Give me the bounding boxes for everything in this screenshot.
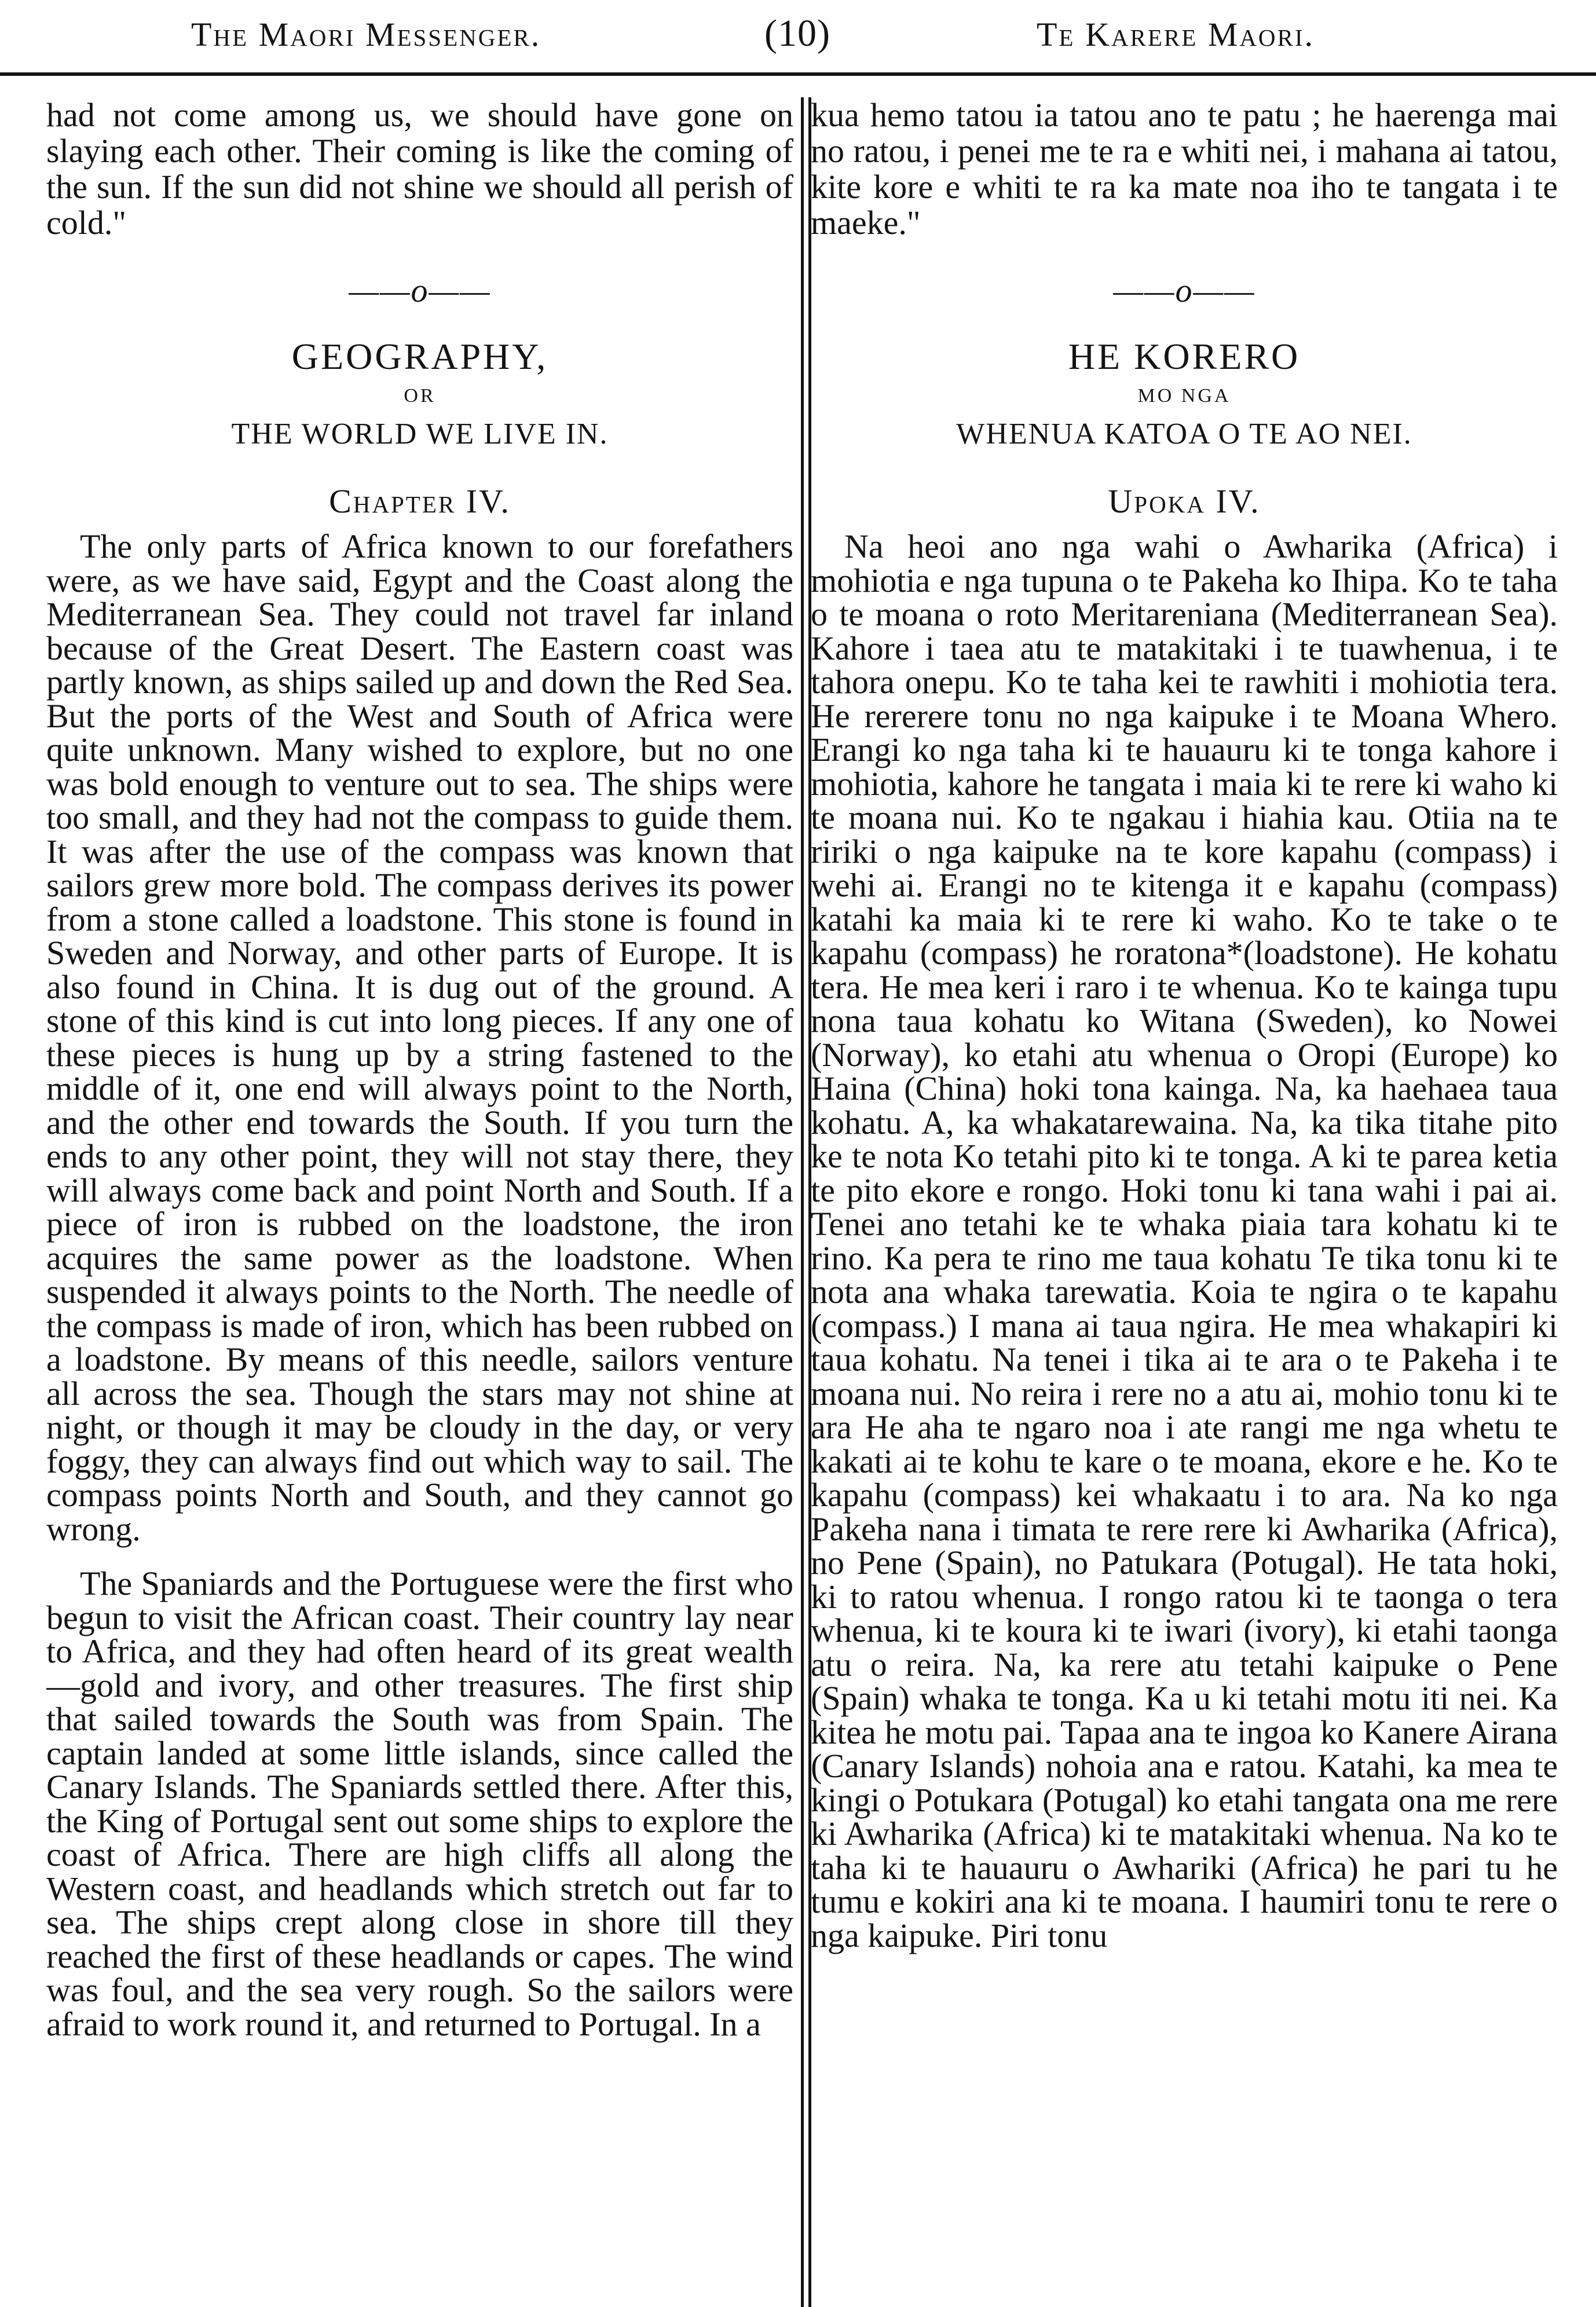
english-section-subtitle: THE WORLD WE LIVE IN. — [231, 418, 609, 451]
column-rule — [801, 97, 811, 2307]
header-title-maori: Te Karere Maori. — [1037, 16, 1315, 53]
maori-section-or: MO NGA — [1137, 385, 1231, 407]
english-chapter-heading: Chapter IV. — [329, 482, 511, 520]
english-lead-paragraph: had not come among us, we should have gone on slaying each other. Their coming is like the coming of the sun. If the sun did not shine we should all perish of cold." — [46, 97, 793, 241]
maori-paragraph-1: Na heoi ano nga wahi o Awharika (Africa) i mohiotia e nga tupuna o te Pakeha ko Ihipa. Ko te taha o te moana o roto Meritareniana (Mediterranean Sea). Kahore i taea atu te matakitaki i te tuawhenua, i te tahora onepu. Ko te taha kei te rawhiti i mohiotia tera. He rererere tonu no nga kaipuke i te Moana Whero. Erangi ko nga taha ki te hauauru ki te tonga kahore i mohiotia, kahore he tangata i maia ki te rere ki waho ki te moana nui. Ko te ngakau i hiahia kau. Otiia na te ririki o nga kaipuke na te kore kapahu (compass) i wehi ai. Erangi no te kitenga it e kapahu (compass) katahi ka maia ki te rere ki waho. Ko te take o te kapahu (compass) he roratona*(loadstone). He kohatu tera. He mea keri i raro i te whenua. Ko te kainga tupu nona taua kohatu ko Witana (Sweden), ko Nowei (Norway), ko etahi atu whenua o Oropi (Europe) ko Haina (China) hoki tona kainga. Na, ka haehaea taua kohatu. A, ka whakatarewaina. Na, ka tika titahe pito ke te nota Ko tetahi pito ki te tonga. A ki te parea ketia te pito ekore e rongo. Hoki tonu ki tana wahi i pai ai. Tenei ano tetahi ke te whaka piaia tara kohatu ki te rino. Ka pera te rino me taua kohatu Te tika tonu ki te nota ana whaka tarewatia. Koia te ngira o te kapahu (compass.) I mana ai taua ngira. He mea whakapiri ki taua kohatu. Na tenei i tika ai te ara o te Pakeha i te moana nui. No reira i rere no a atu ai, mohio tonu ki te ara He aha te ngaro noa i ate rangi me nga whetu te kakati ai te kohu te kare o te moana, ekore e he. Ko te kapahu (compass) kei whakaatu i to ara. Na ko nga Pakeha nana i timata te rere rere ki Awharika (Africa), no Pene (Spain), no Patukara (Potugal). He tata hoki, ki to ratou whenua. I rongo ratou ki te taonga o tera whenua, ki te koura ki te iwari (ivory), ki etahi taonga atu o reira. Na, ka rere atu tetahi kaipuke o Pene (Spain) whaka te tonga. Ka u ki tetahi motu iti nei. Ka kitea he motu pai. Tapaa ana te ingoa ko Kanere Airana (Canary Islands) nohoia ana e ratou. Katahi, ka mea te kingi o Potukara (Potugal) ko etahi tangata ona me rere ki Awharika (Africa) ki te matakitaki whenua. Na ko te taha ki te hauauru o Awhariki (Africa) he pari tu he tumu e kokiri ana ki te moana. I haumiri tonu te rere o nga kaipuke. Piri tonu — [811, 528, 1558, 1954]
header-title-english: The Maori Messenger. — [191, 16, 541, 53]
paragraph-gap — [46, 1546, 793, 1567]
english-divider: ——o—— — [349, 272, 491, 309]
maori-column — [811, 97, 1558, 2298]
maori-section-subtitle: WHENUA KATOA O TE AO NEI. — [956, 418, 1412, 451]
english-lead-block — [46, 97, 793, 241]
english-paragraph-1: The only parts of Africa known to our forefathers were, as we have said, Egypt and the Coast along the Mediterranean Sea. They could not travel far inland because of the Great Desert. The Eastern coast was partly known, as ships sailed up and down the Red Sea. But the ports of the West and South of Africa were quite unknown. Many wished to explore, but no one was bold enough to venture out to sea. The ships were too small, and they had not the compass to guide them. It was after the use of the compass was known that sailors grew more bold. The compass derives its power from a stone called a loadstone. This stone is found in Sweden and Norway, and other parts of Europe. It is also found in China. It is dug out of the ground. A stone of this kind is cut into long pieces. If any one of these pieces is hung up by a string fastened to the middle of it, one end will always point to the North, and the other end towards the South. If you turn the ends to any other point, they will not stay there, they will always come back and point North and South. If a piece of iron is rubbed on the loadstone, the iron acquires the same power as the loadstone. When suspended it always points to the North. The needle of the compass is made of iron, which has been rubbed on a loadstone. By means of this needle, sailors venture all across the sea. Though the stars may not shine at night, or though it may be cloudy in the day, or very foggy, they can always find out which way to sail. The compass points North and South, and they cannot go wrong. — [46, 528, 793, 1548]
maori-lead-block — [811, 97, 1558, 241]
maori-chapter-heading: Upoka IV. — [1108, 482, 1261, 520]
maori-divider: ——o—— — [1113, 272, 1255, 309]
page-number: (10) — [764, 12, 830, 54]
page-header — [0, 0, 1596, 76]
maori-lead-paragraph: kua hemo tatou ia tatou ano te patu ; he haerenga mai no ratou, i penei me te ra e whiti nei, i mahana ai tatou, kite kore e whiti te ra ka mate noa iho te tangata i te maeke." — [811, 97, 1558, 241]
english-column — [46, 97, 793, 2298]
english-section-title: GEOGRAPHY, — [291, 336, 548, 377]
maori-section-title: HE KORERO — [1068, 336, 1301, 377]
english-section-or: OR — [404, 385, 436, 407]
english-paragraph-2: The Spaniards and the Portuguese were the first who begun to visit the African coast. Their country lay near to Africa, and they had often heard of its great wealth—gold and ivory, and other treasures. The first ship that sailed towards the South was from Spain. The captain landed at some little islands, since called the Canary Islands. The Spaniards settled there. After this, the King of Portugal sent out some ships to explore the coast of Africa. There are high cliffs all along the Western coast, and headlands which stretch out far to sea. The ships crept along close in shore till they reached the first of these headlands or capes. The wind was foul, and the sea very rough. So the sailors were afraid to work round it, and returned to Portugal. In a — [46, 1565, 793, 2043]
